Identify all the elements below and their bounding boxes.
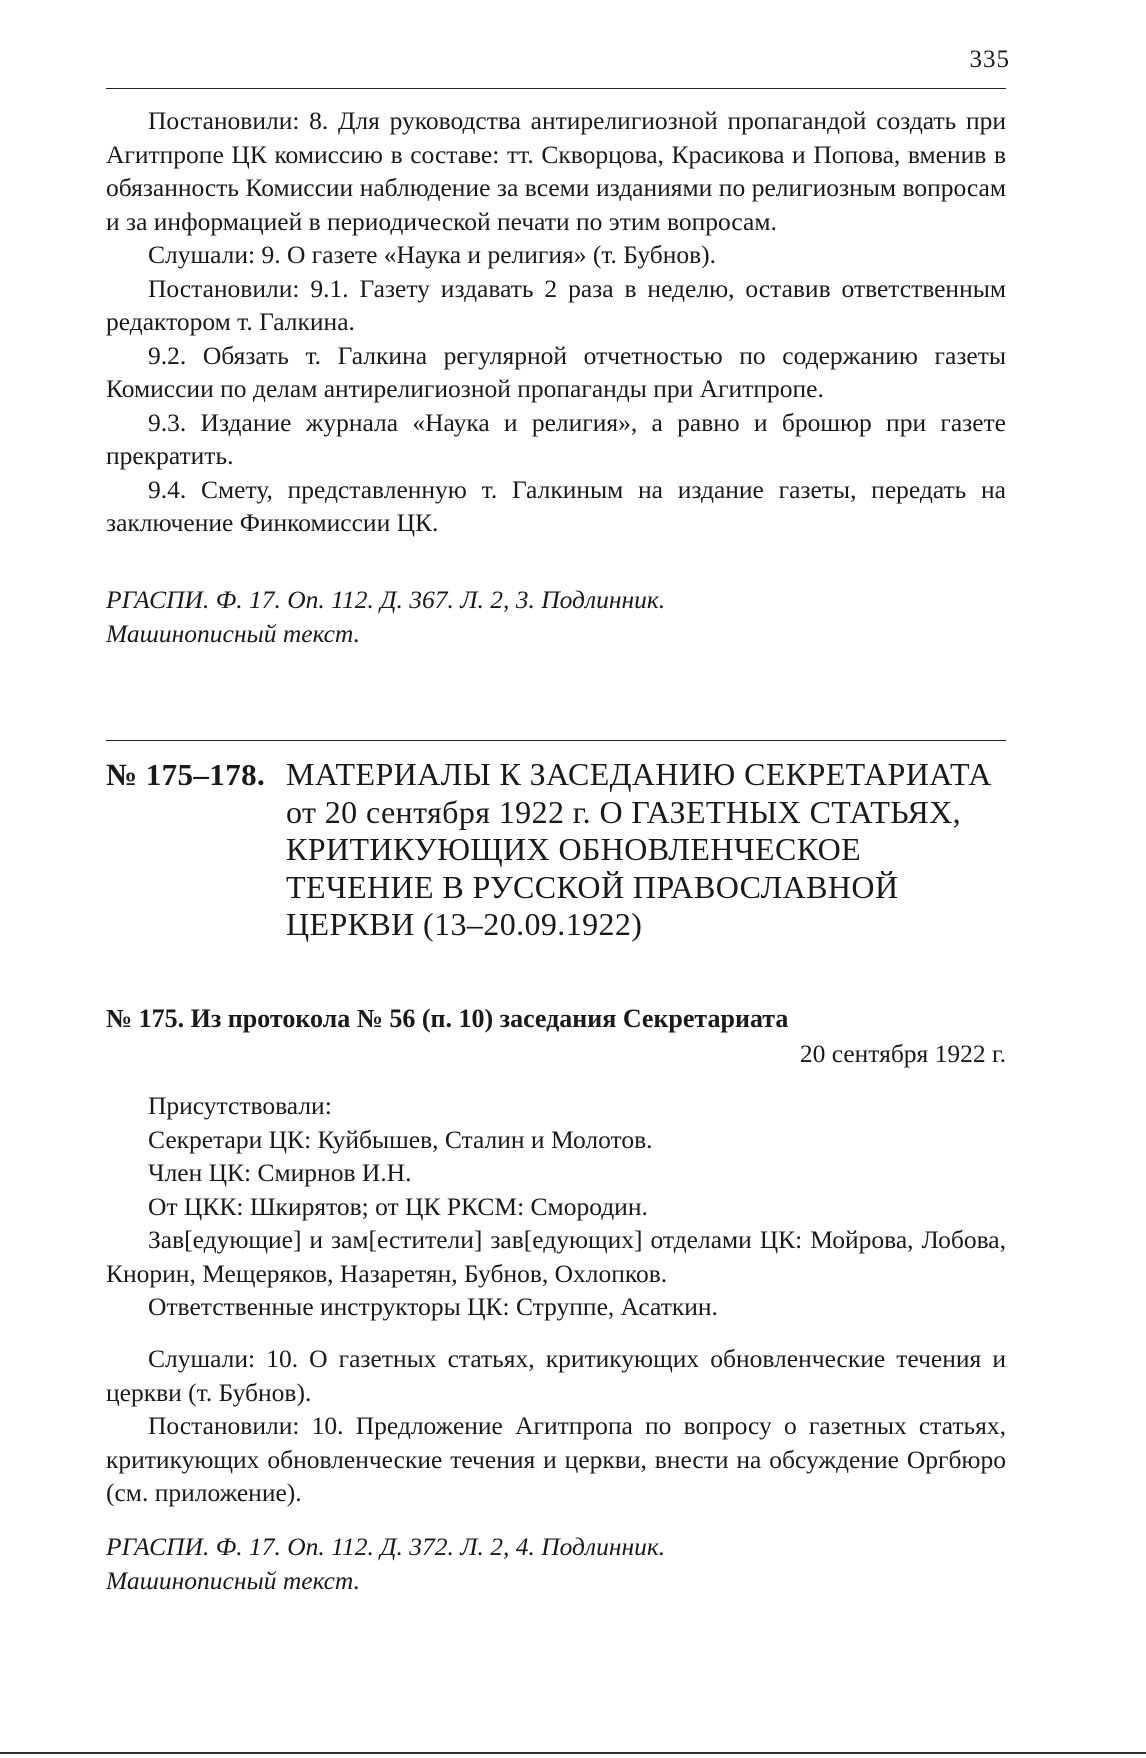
paragraph: 9.3. Издание журнала «Наука и религия», а равно и брошюр при газете прекратить. bbox=[106, 407, 1006, 470]
section-number: № 175–178. bbox=[106, 757, 266, 792]
archive-note: Машинописный текст. bbox=[106, 618, 361, 648]
document-title: № 175. Из протокола № 56 (п. 10) заседания Секретариата bbox=[106, 1004, 789, 1033]
paragraph: Постановили: 10. Предложение Агитпропа по вопросу о газетных статьях, критикующих обновленческие течения и церкви, внести на обсуждение Оргбюро (см. приложение). bbox=[106, 1411, 1006, 1507]
attendance-line: Член ЦК: Смирнов И.Н. bbox=[148, 1158, 412, 1187]
document-date: 20 сентября 1922 г. bbox=[799, 1039, 1006, 1068]
section-heading bbox=[106, 756, 1006, 944]
section-rule bbox=[106, 740, 1006, 741]
archive-source-bottom bbox=[106, 1530, 1006, 1597]
archive-reference: РГАСПИ. Ф. 17. Оп. 112. Д. 372. Л. 2, 4. Подлинник. bbox=[106, 1532, 666, 1561]
paragraph: 9.2. Обязать т. Галкина регулярной отчетностью по содержанию газеты Комиссии по делам антирелигиозной пропаганды при Агитпропе. bbox=[106, 340, 1006, 403]
page-bottom-edge bbox=[0, 1752, 1146, 1754]
section-title: МАТЕРИАЛЫ К ЗАСЕДАНИЮ СЕКРЕТАРИАТА от 20 сентября 1922 г. О ГАЗЕТНЫХ СТАТЬЯХ, КРИТИКУЮЩИХ ОБНОВЛЕНЧЕСКОЕ ТЕЧЕНИЕ В РУССКОЙ ПРАВОСЛАВНОЙ ЦЕРКВИ (13–20.09.1922) bbox=[286, 756, 992, 942]
top-protocol-text bbox=[106, 104, 1006, 540]
attendance-list bbox=[106, 1089, 1006, 1324]
decision-text bbox=[106, 1342, 1006, 1510]
attendance-line: Секретари ЦК: Куйбышев, Сталин и Молотов. bbox=[148, 1124, 653, 1154]
paragraph: Постановили: 8. Для руководства антирелигиозной пропагандой создать при Агитпропе ЦК комиссию в составе: тт. Скворцова, Красикова и Попова, вменив в обязанность Комиссии наблюдение за всеми изданиями по религиозным вопросам и за информацией в периодической печати по этим вопросам. bbox=[106, 106, 1006, 236]
page-number: 335 bbox=[969, 46, 1010, 73]
attendance-line: Ответственные инструкторы ЦК: Струппе, Асаткин. bbox=[148, 1292, 718, 1321]
attendance-line: От ЦКК: Шкирятов; от ЦК РКСМ: Смородин. bbox=[148, 1191, 648, 1221]
paragraph: Постановили: 9.1. Газету издавать 2 раза в неделю, оставив ответственным редактором т. Галкина. bbox=[106, 273, 1006, 336]
header-rule bbox=[106, 88, 1006, 89]
attendance-line: Зав[едующие] и зам[естители] зав[едующих] отделами ЦК: Мойрова, Лобова, Кнорин, Мещеряков, Назаретян, Бубнов, Охлопков. bbox=[106, 1225, 1006, 1288]
paragraph: Слушали: 9. О газете «Наука и религия» (т. Бубнов). bbox=[148, 240, 717, 269]
archive-note: Машинописный текст. bbox=[106, 1565, 361, 1595]
attendance-line: Присутствовали: bbox=[148, 1091, 332, 1120]
paragraph: 9.4. Смету, представленную т. Галкиным на издание газеты, передать на заключение Финкомиссии ЦК. bbox=[106, 474, 1006, 537]
archive-source-top bbox=[106, 583, 1006, 650]
paragraph: Слушали: 10. О газетных статьях, критикующих обновленческие течения и церкви (т. Бубнов). bbox=[106, 1344, 1006, 1407]
archive-reference: РГАСПИ. Ф. 17. Оп. 112. Д. 367. Л. 2, 3. Подлинник. bbox=[106, 585, 666, 614]
